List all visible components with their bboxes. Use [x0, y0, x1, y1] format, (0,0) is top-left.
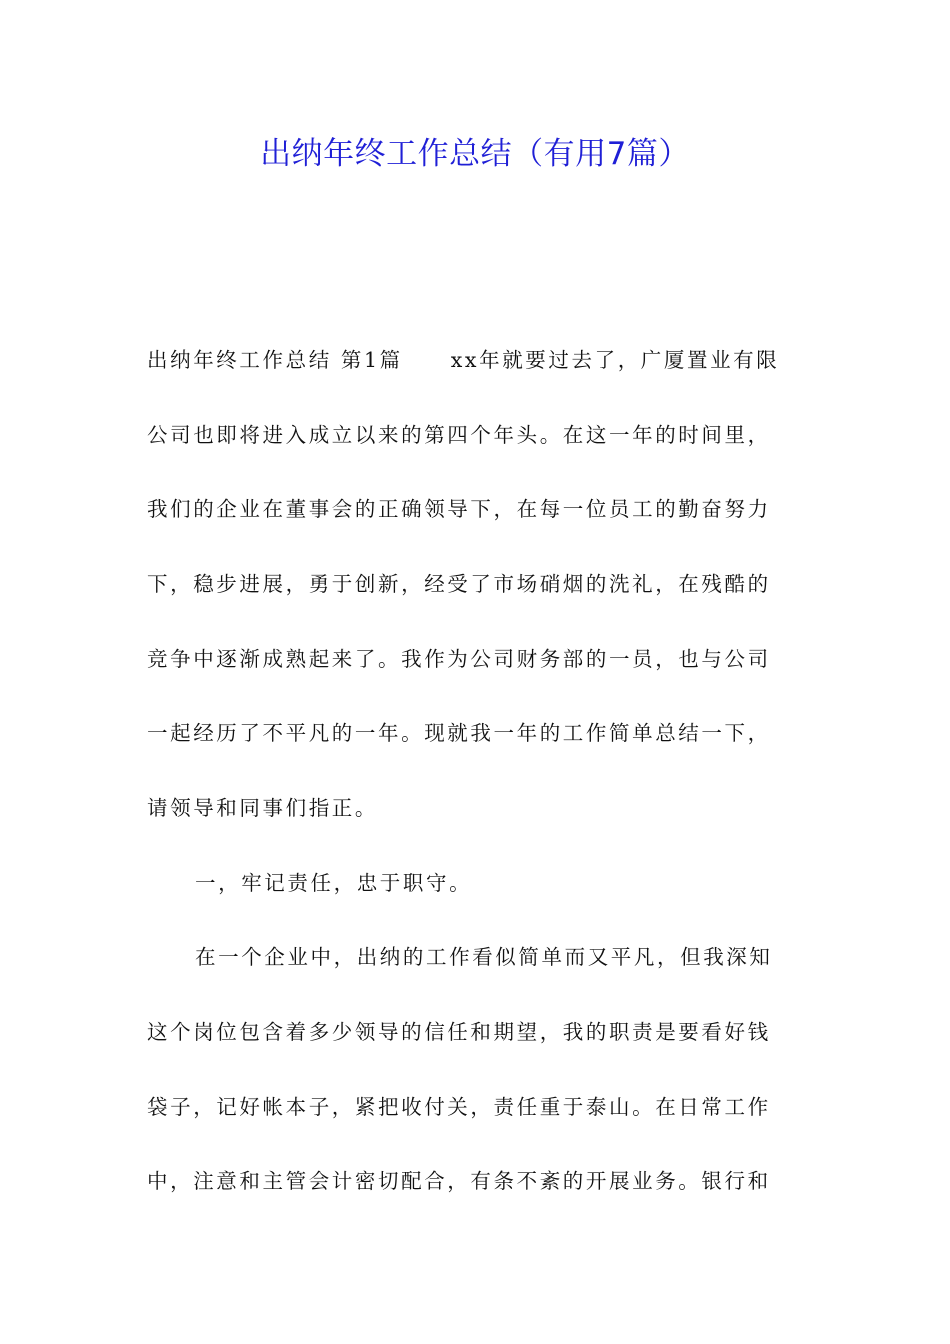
paragraph-2-line-2: 这个岗位包含着多少领导的信任和期望，我的职责是要看好钱 [147, 1020, 771, 1044]
paragraph-1-line-5: 竞争中逐渐成熟起来了。我作为公司财务部的一员，也与公司 [147, 647, 771, 671]
paragraph-2-line-1: 在一个企业中，出纳的工作看似简单而又平凡，但我深知 [195, 945, 773, 969]
paragraph-1-line-1: xx年就要过去了，广厦置业有限 [450, 348, 780, 372]
paragraph-1-line-7: 请领导和同事们指正。 [147, 796, 378, 820]
paragraph-1-line-2: 公司也即将进入成立以来的第四个年头。在这一年的时间里， [147, 423, 771, 447]
subheading-1: 一，牢记责任，忠于职守。 [195, 871, 473, 895]
paragraph-1-line-3: 我们的企业在董事会的正确领导下，在每一位员工的勤奋努力 [147, 497, 771, 521]
document-title: 出纳年终工作总结（有用7篇） [260, 136, 690, 172]
paragraph-1-line-6: 一起经历了不平凡的一年。现就我一年的工作简单总结一下， [147, 721, 771, 745]
section-heading: 出纳年终工作总结 第1篇 [147, 348, 403, 372]
paragraph-2-line-1-wrap [147, 942, 773, 972]
body-line-1 [147, 345, 779, 375]
paragraph-1-line-4: 下，稳步进展，勇于创新，经受了市场硝烟的洗礼，在残酷的 [147, 572, 771, 596]
paragraph-2-line-4: 中，注意和主管会计密切配合，有条不紊的开展业务。银行和 [147, 1169, 771, 1193]
subheading-1-line [147, 868, 472, 898]
paragraph-2-line-3: 袋子，记好帐本子，紧把收付关，责任重于泰山。在日常工作 [147, 1095, 771, 1119]
